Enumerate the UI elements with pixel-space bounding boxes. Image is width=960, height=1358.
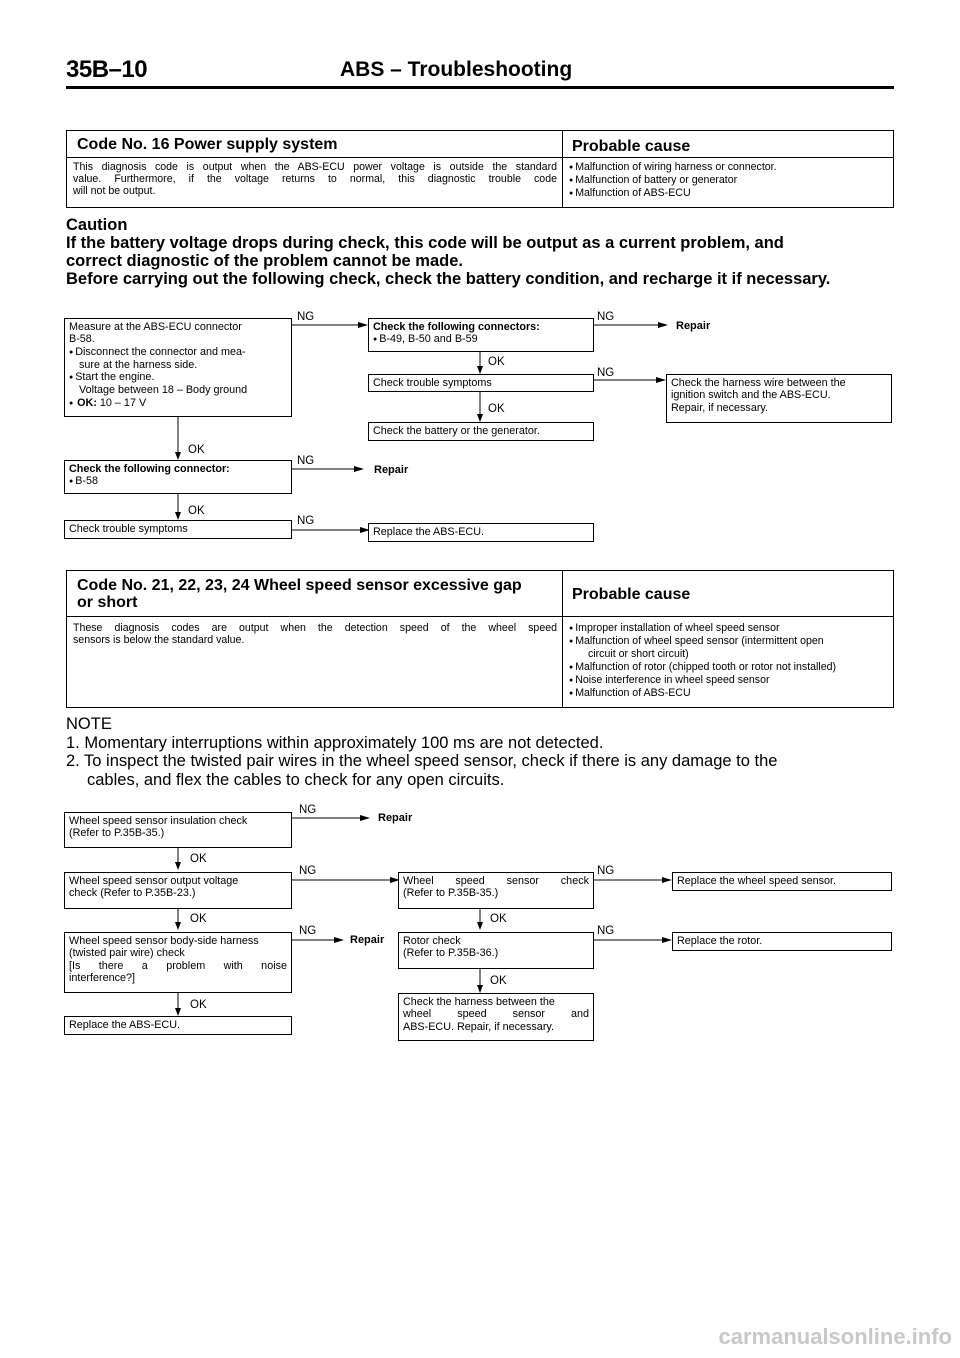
flow1-ng-5: NG (297, 515, 315, 527)
flow2-rotor-check-box: Rotor check (Refer to P.35B-36.) (398, 932, 594, 969)
flow1-measure-box: Measure at the ABS-ECU connector B-58. ● Disconnect the connector and mea- sure at the harness side. ● Start the engine. Voltage between 18 – Body ground ● OK: 10 – 17 V (64, 318, 292, 417)
flow1-ok-3: OK (188, 444, 205, 456)
flow2-ok-3: OK (190, 999, 207, 1011)
flow2-ng-1: NG (299, 804, 317, 816)
flow1-ok-1: OK (488, 356, 505, 368)
flow1-ng-4: NG (297, 455, 315, 467)
flow1-repair-2: Repair (374, 464, 409, 476)
flow1-ng-1: NG (297, 311, 315, 323)
code16-title: Code No. 16 Power supply system (77, 136, 338, 153)
page-title: ABS – Troubleshooting (340, 58, 573, 81)
flow1-harness-box: Check the harness wire between the ignition switch and the ABS-ECU. Repair, if necessary. (666, 374, 892, 423)
code21-table (66, 570, 894, 708)
flow2-ok-2: OK (190, 913, 207, 925)
flow1-replace-ecu-box: Replace the ABS-ECU. (368, 523, 594, 542)
flow1-ng-2: NG (597, 311, 615, 323)
flow1-ng-3: NG (597, 367, 615, 379)
flow2-harness-check-box: Check the harness between the wheel speed sensor and ABS-ECU. Repair, if necessary. (398, 993, 594, 1041)
flow2-replace-ecu-box: Replace the ABS-ECU. (64, 1016, 292, 1035)
flow1-connectors-box: Check the following connectors: ● B-49, B-50 and B-59 (368, 318, 594, 352)
code16-cause-title: Probable cause (572, 138, 691, 155)
code21-title: Code No. 21, 22, 23, 24 Wheel speed sensor excessive gap or short (77, 577, 522, 611)
watermark: carmanualsonline.info (718, 1324, 952, 1349)
flow2-replace-sensor-box: Replace the wheel speed sensor. (672, 872, 892, 891)
flow2-ok-5: OK (490, 975, 507, 987)
flow1-repair-1: Repair (676, 320, 711, 332)
flow1-ok-2: OK (488, 403, 505, 415)
flow1-symptoms-box-2: Check trouble symptoms (64, 520, 292, 539)
code21-cause-title: Probable cause (572, 586, 691, 603)
flow1-battery-box: Check the battery or the generator. (368, 422, 594, 441)
flow2-replace-rotor-box: Replace the rotor. (672, 932, 892, 951)
flow2-harness-noise-box: Wheel speed sensor body-side harness (twisted pair wire) check [Is there a problem with noise interference?] (64, 932, 292, 993)
code16-causes: ● Malfunction of wiring harness or connector. ● Malfunction of battery or generator ● Malfunction of ABS-ECU (569, 161, 777, 201)
flow1-b58-box: Check the following connector: ● B-58 (64, 460, 292, 494)
flow2-ok-1: OK (190, 853, 207, 865)
flow2-ok-4: OK (490, 913, 507, 925)
flow2-ng-4: NG (299, 925, 317, 937)
flow2-sensor-check-box: Wheel speed sensor check (Refer to P.35B-35.) (398, 872, 594, 909)
page-number: 35B–10 (66, 56, 148, 83)
flow1-symptoms-box-1: Check trouble symptoms (368, 374, 594, 392)
flow2-ng-2: NG (299, 865, 317, 877)
flow2-ng-3: NG (597, 865, 615, 877)
caution-block: Caution If the battery voltage drops during check, this code will be output as a current problem, and correct diagnostic of the problem cannot be made. Before carrying out the following check, check the battery condition, and recharge it if necessary. (66, 216, 831, 288)
code21-causes: ● Improper installation of wheel speed sensor ● Malfunction of wheel speed sensor (intermittent open circuit or short circuit) ● Malfunction of rotor (chipped tooth or rotor not installed) ● Noise interference in wheel speed sensor ● Malfunction of ABS-ECU (569, 622, 887, 700)
flow2-repair-1: Repair (378, 812, 413, 824)
code21-description: These diagnosis codes are output when the detection speed of the wheel speed sensors is below the standard value. (73, 622, 557, 647)
flow2-insulation-box: Wheel speed sensor insulation check (Refer to P.35B-35.) (64, 812, 292, 848)
flow1-ok-4: OK (188, 505, 205, 517)
code16-description: This diagnosis code is output when the ABS-ECU power voltage is outside the standard value. Furthermore, if the voltage returns to normal, this diagnostic trouble code will not be output. (73, 161, 557, 198)
flow2-repair-2: Repair (350, 934, 385, 946)
note-block: NOTE 1. Momentary interruptions within approximately 100 ms are not detected. 2. To inspect the twisted pair wires in the wheel speed sensor, check if there is any damage to the cables, and flex the cables to check for any open circuits. (66, 715, 778, 789)
flow2-output-voltage-box: Wheel speed sensor output voltage check (Refer to P.35B-23.) (64, 872, 292, 909)
flow2-ng-5: NG (597, 925, 615, 937)
